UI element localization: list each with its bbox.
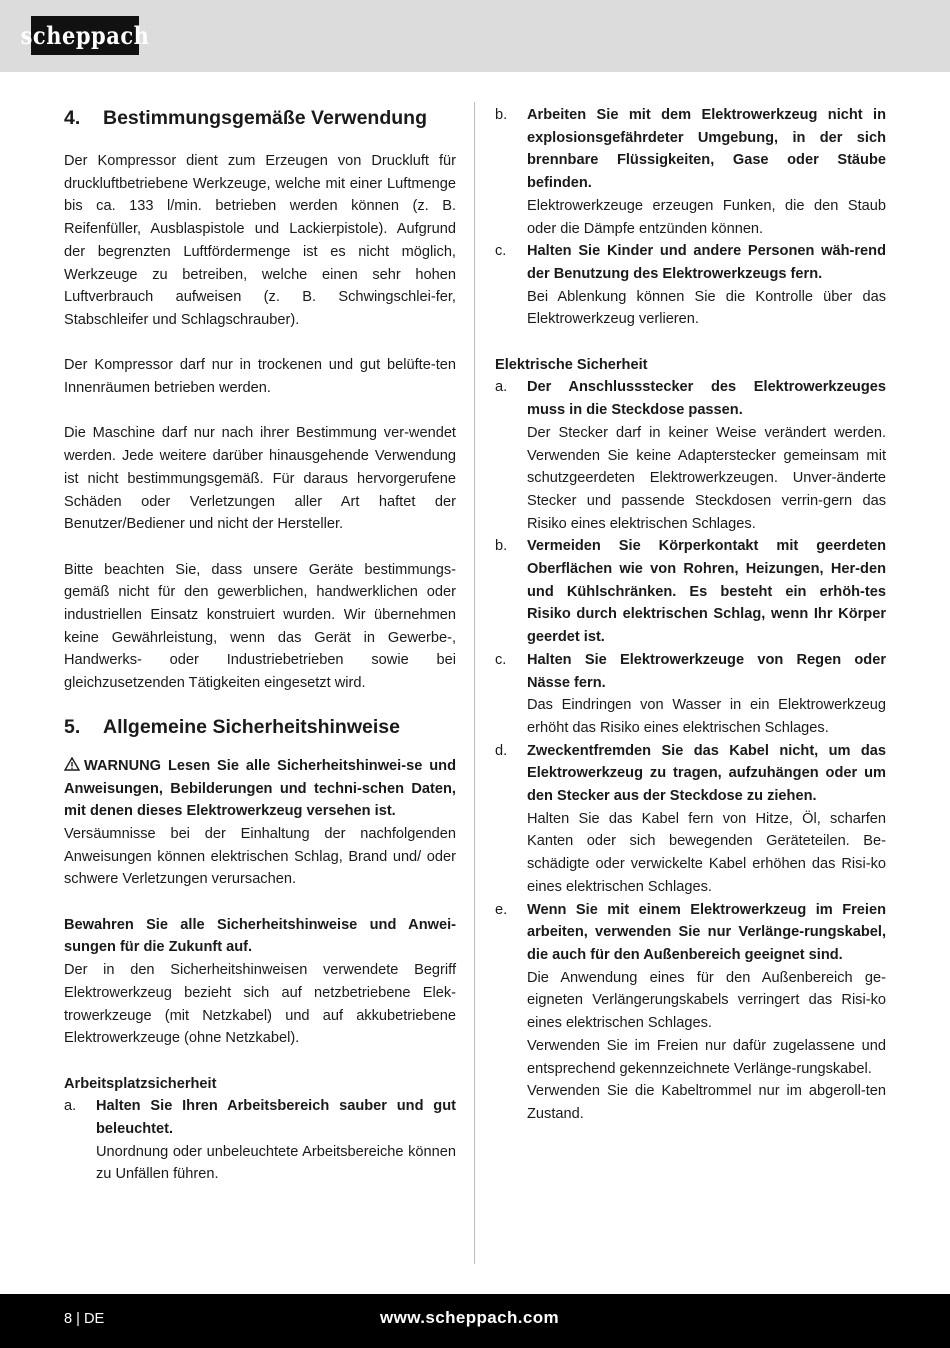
list-item: b. Vermeiden Sie Körperkontakt mit geerdeten Oberflächen wie von Rohren, Heizungen, Her-den und Kühlschränken. Es besteht ein erhöh-tes Risiko durch elektrischen Schlag, wenn Ihr Körper geerdet ist. — [495, 538, 886, 646]
section-5-heading: 5. Allgemeine Sicherheitshinweise — [64, 715, 400, 738]
list-item: e. Wenn Sie mit einem Elektrowerkzeug im Freien arbeiten, verwenden Sie nur Verlänge-rungskabel, die auch für den Außenbereich geeignet sind. Die Anwendung eines für den Außenbereich ge-eigneten Verlängerungskabels verringert das Risi-ko eines elektrischen Schlages. Verwenden Sie im Freien nur dafür zugelassene und entsprechend gekennzeichnete Verlänge-rungskabel. Verwenden Sie die Kabeltrommel nur im abgeroll-ten Zustand. — [495, 901, 886, 1122]
paragraph: Der in den Sicherheitshinweisen verwendete Begriff Elektrowerkzeug bezieht sich auf netzbetriebene Elek-trowerkzeuge (mit Netzkabel) und auf akkubetriebene Elektrowerkzeuge (ohne Netzkabel). — [64, 962, 456, 1047]
page-number: 8 | DE — [64, 1311, 105, 1327]
list-item: c. Halten Sie Elektrowerkzeuge von Regen oder Nässe fern. Das Eindringen von Wasser in ein Elektrowerkzeug erhöht das Risiko eines elektrischen Schlages. — [495, 651, 886, 736]
warning-paragraph: WARNUNG Lesen Sie alle Sicherheitshinwei-se und Anweisungen, Bebilderungen und techni-schen Daten, mit denen dieses Elektrowerkzeug versehen ist. — [64, 757, 456, 820]
right-column — [495, 104, 886, 1126]
list-item: d. Zweckentfremden Sie das Kabel nicht, um das Elektrowerkzeug zu tragen, aufzuhängen oder um den Stecker aus der Steckdose zu ziehen. Halten Sie das Kabel fern von Hitze, Öl, scharfen Kanten oder sich bewegenden Geräteteilen. Be-schädigte oder verwickelte Kabel erhöhen das Risi-ko eines elektrischen Schlages. — [495, 742, 886, 895]
paragraph: Die Maschine darf nur nach ihrer Bestimmung ver-wendet werden. Jede weitere darüber hinausgehende Verwendung ist nicht bestimmungsgemäß. Für daraus hervorgerufene Schäden oder Verletzungen aller Art haftet der Benutzer/Bediener und nicht der Hersteller. — [64, 425, 456, 533]
footer-bar — [0, 1294, 950, 1348]
list-item: c. Halten Sie Kinder und andere Personen wäh-rend der Benutzung des Elektrowerkzeugs fern. Bei Ablenkung können Sie die Kontrolle über das Elektrowerkzeug verlieren. — [495, 243, 886, 328]
paragraph-bold: Bewahren Sie alle Sicherheitshinweise und Anwei-sungen für die Zukunft auf. — [64, 916, 456, 956]
subheading-electrical: Elektrische Sicherheit — [495, 356, 648, 373]
paragraph: Bitte beachten Sie, dass unsere Geräte bestimmungs-gemäß nicht für den gewerblichen, handwerklichen oder industriellen Einsatz konstruiert wurden. Wir übernehmen keine Gewährleistung, wenn das Gerät in Gewerbe-, Handwerks- oder Industriebetrieben sowie bei gleichzusetzenden Tätigkeiten eingesetzt wird. — [64, 561, 456, 692]
list-item: b. Arbeiten Sie mit dem Elektrowerkzeug nicht in explosionsgefährdeter Umgebung, in der sich brennbare Flüssigkeiten, Gase oder Stäube befinden. Elektrowerkzeuge erzeugen Funken, die den Staub oder die Dämpfe entzünden können. — [495, 107, 886, 237]
left-column — [64, 104, 456, 1186]
warning-triangle-icon — [64, 757, 80, 771]
brand-logo: scheppach — [31, 16, 139, 55]
paragraph: Der Kompressor darf nur in trockenen und gut belüfte-ten Innenräumen betrieben werden. — [64, 357, 456, 397]
subheading-workplace: Arbeitsplatzsicherheit — [64, 1075, 217, 1092]
list-item: a. Halten Sie Ihren Arbeitsbereich sauber und gut beleuchtet. Unordnung oder unbeleuchtete Arbeitsbereiche können zu Unfällen führen. — [64, 1098, 456, 1183]
website-link[interactable]: www.scheppach.com — [380, 1308, 560, 1327]
section-4-heading: 4. Bestimmungsgemäße Verwendung — [64, 107, 427, 129]
paragraph: Der Kompressor dient zum Erzeugen von Druckluft für druckluftbetriebene Werkzeuge, welche mit einer Luftmenge bis ca. 133 l/min. betrieben werden können (z. B. Reifenfüller, Ausblaspistole und Lackierpistole). Aufgrund der begrenzten Luftfördermenge ist es nicht möglich, Werkzeuge zu betreiben, welche einen sehr hohen Luftverbrauch aufweisen (z. B. Schwingschlei-fer, Stabschleifer und Schlagschrauber). — [64, 153, 456, 328]
list-item: a. Der Anschlussstecker des Elektrowerkzeuges muss in die Steckdose passen. Der Stecker darf in keiner Weise verändert werden. Verwenden Sie keine Adapterstecker gemeinsam mit schutzgeerdeten Elektrowerkzeugen. Unver-änderte Stecker und passende Steckdosen verrin-gern das Risiko eines elektrischen Schlages. — [495, 379, 886, 532]
paragraph: Versäumnisse bei der Einhaltung der nachfolgenden Anweisungen können elektrischen Schlag, Brand und/ oder schwere Verletzungen verursachen. — [64, 825, 456, 888]
header-bar — [0, 0, 950, 72]
column-divider — [474, 102, 475, 1264]
